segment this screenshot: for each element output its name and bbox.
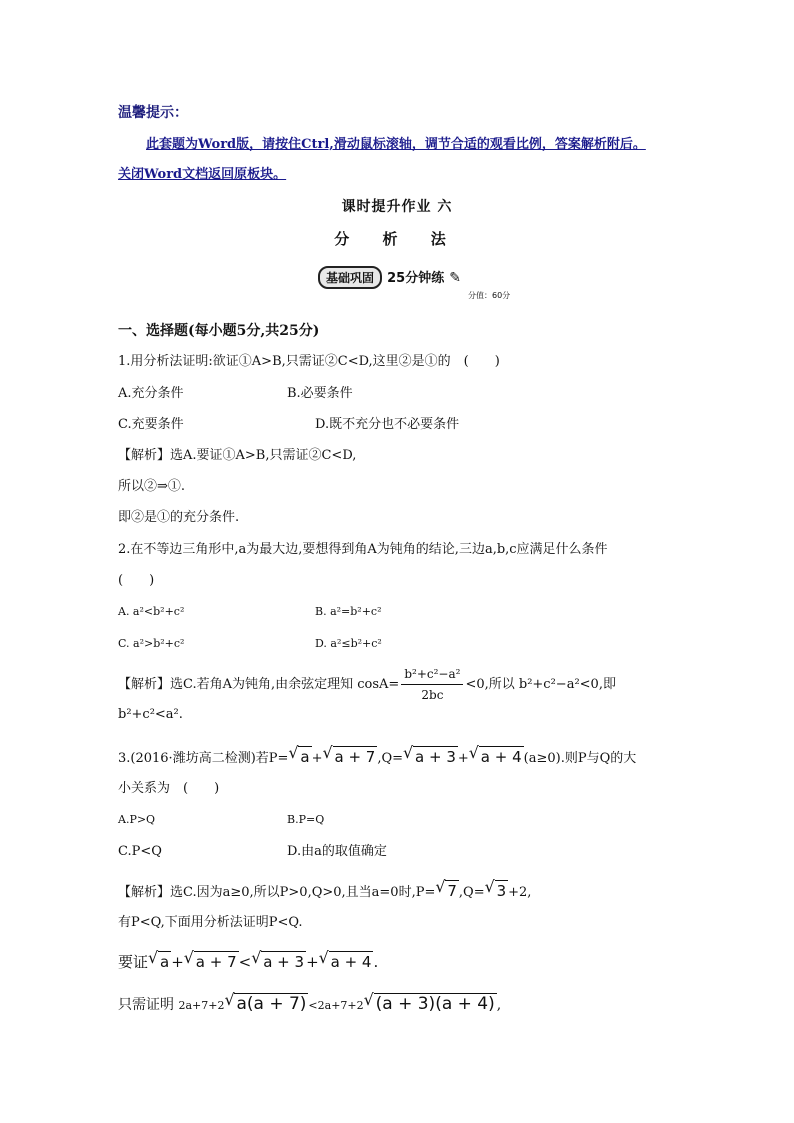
radical-icon: √ [403, 743, 414, 762]
practice-banner [318, 266, 518, 302]
q1-analysis-1: 【解析】选A.要证①A>B,只需证②C<D, [118, 448, 357, 463]
q2-option-c: C. a²>b²+c² [118, 637, 185, 650]
sqrt-7 [435, 877, 459, 901]
period: . [373, 953, 379, 971]
q3-option-c: C.P<Q [118, 844, 162, 859]
q1-option-a: A.充分条件 [118, 386, 184, 401]
sqrt-a7 [183, 948, 239, 972]
less-than: < [238, 953, 252, 971]
comma: , [496, 997, 502, 1013]
radical-icon: √ [183, 948, 194, 967]
radicand: a [160, 953, 170, 971]
radicand: 3 [496, 882, 507, 900]
q3-an1-mid: ,Q= [458, 885, 485, 900]
q3-stem [118, 743, 637, 769]
q3-stem-post: (a≥0).则P与Q的大 [523, 751, 637, 766]
banner-label: 基础巩固 [318, 266, 382, 289]
banner-time: 25分钟练 [387, 271, 445, 286]
q3-analysis-3 [118, 948, 379, 972]
q1-analysis-2: 所以②⇒①. [118, 479, 186, 494]
q3-stem-pre: 3.(2016·潍坊高二检测)若P= [118, 751, 289, 766]
section-title: 一、选择题(每小题5分,共25分) [118, 323, 320, 339]
q3-stem-2: 小关系为 ( ) [118, 781, 220, 796]
sqrt-product-2 [363, 990, 497, 1014]
radical-icon: √ [322, 743, 333, 762]
q2-option-a: A. a²<b²+c² [118, 605, 185, 618]
q3-option-a: A.P>Q [118, 813, 156, 826]
sqrt-a7 [322, 743, 378, 767]
q1-option-c: C.充要条件 [118, 417, 184, 432]
q3-an1-post: +2, [508, 885, 532, 900]
q1-analysis-3: 即②是①的充分条件. [118, 510, 240, 525]
radical-icon: √ [468, 743, 479, 762]
radical-icon: √ [148, 948, 159, 967]
sqrt-a3 [403, 743, 458, 767]
radicand: a + 4 [480, 748, 522, 766]
radicand: a(a + 7) [236, 994, 307, 1014]
q3-an4-b: <2a+7+2 [308, 999, 364, 1012]
radical-icon: √ [251, 948, 262, 967]
plus: + [457, 751, 469, 766]
radicand: a + 7 [334, 748, 376, 766]
radical-icon: √ [363, 990, 374, 1009]
fraction-numerator: b²+c²−a² [401, 664, 463, 685]
sqrt-product-1 [224, 990, 308, 1014]
sqrt-a4 [318, 948, 374, 972]
q2-analysis-pre: 【解析】选C.若角A为钝角,由余弦定理知 cosA= [118, 677, 400, 692]
plus: + [306, 953, 319, 971]
q3-analysis-1 [118, 877, 532, 903]
radicand: a + 3 [263, 953, 305, 971]
sqrt-a [288, 743, 311, 767]
radicand: (a + 3)(a + 4) [375, 994, 495, 1014]
radicand: a + 4 [330, 953, 372, 971]
sqrt-a4 [468, 743, 524, 767]
plus: + [311, 751, 323, 766]
q2-analysis-1 [118, 664, 616, 705]
q1-option-b: B.必要条件 [287, 386, 353, 401]
score-label: 分值：60分 [468, 291, 511, 300]
plus: + [171, 953, 184, 971]
q3-option-b: B.P=Q [287, 813, 325, 826]
q3-analysis-2: 有P<Q,下面用分析法证明P<Q. [118, 915, 303, 930]
q3-an4-pre: 只需证明 [118, 997, 174, 1013]
sqrt-3 [484, 877, 509, 901]
radical-icon: √ [318, 948, 329, 967]
radical-icon: √ [435, 877, 446, 896]
radicand: 7 [447, 882, 457, 900]
fraction-denominator: 2bc [421, 688, 444, 702]
q3-an4-a: 2a+7+2 [178, 999, 225, 1012]
radical-icon: √ [288, 743, 299, 762]
radical-icon: √ [484, 877, 495, 896]
q1-stem: 1.用分析法证明:欲证①A>B,只需证②C<D,这里②是①的 ( ) [118, 354, 500, 369]
radicand: a + 3 [415, 748, 456, 766]
q2-stem: 2.在不等边三角形中,a为最大边,要想得到角A为钝角的结论,三边a,b,c应满足什么条件 [118, 542, 608, 557]
radicand: a [300, 748, 310, 766]
sqrt-a3 [251, 948, 306, 972]
pencil-icon: ✎ [449, 270, 462, 286]
q2-analysis-post: <0,所以 b²+c²−a²<0,即 [465, 677, 616, 692]
tip-heading: 温馨提示： [118, 105, 188, 121]
q2-option-b: B. a²=b²+c² [315, 605, 382, 618]
radical-icon: √ [224, 990, 235, 1009]
q3-analysis-4 [118, 990, 502, 1016]
q2-analysis-2: b²+c²<a². [118, 707, 183, 722]
cosine-fraction [401, 664, 463, 705]
tip-line-2: 关闭Word文档返回原板块。 [118, 167, 287, 182]
q2-paren: ( ) [118, 573, 155, 588]
q3-an1-pre: 【解析】选C.因为a≥0,所以P>0,Q>0,且当a=0时,P= [118, 885, 436, 900]
sqrt-a [148, 948, 171, 972]
lesson-subtitle: 分 析 法 [334, 230, 460, 248]
q1-option-d: D.既不充分也不必要条件 [315, 417, 460, 432]
q3-an3-pre: 要证 [118, 953, 149, 971]
radicand: a + 7 [195, 953, 237, 971]
lesson-title: 课时提升作业 六 [341, 199, 453, 215]
q2-option-d: D. a²≤b²+c² [315, 637, 382, 650]
tip-line-1: 此套题为Word版，请按住Ctrl,滑动鼠标滚轴，调节合适的观看比例，答案解析附后。 [146, 137, 646, 152]
q-equals: ,Q= [377, 751, 404, 766]
q3-option-d: D.由a的取值确定 [287, 844, 387, 859]
